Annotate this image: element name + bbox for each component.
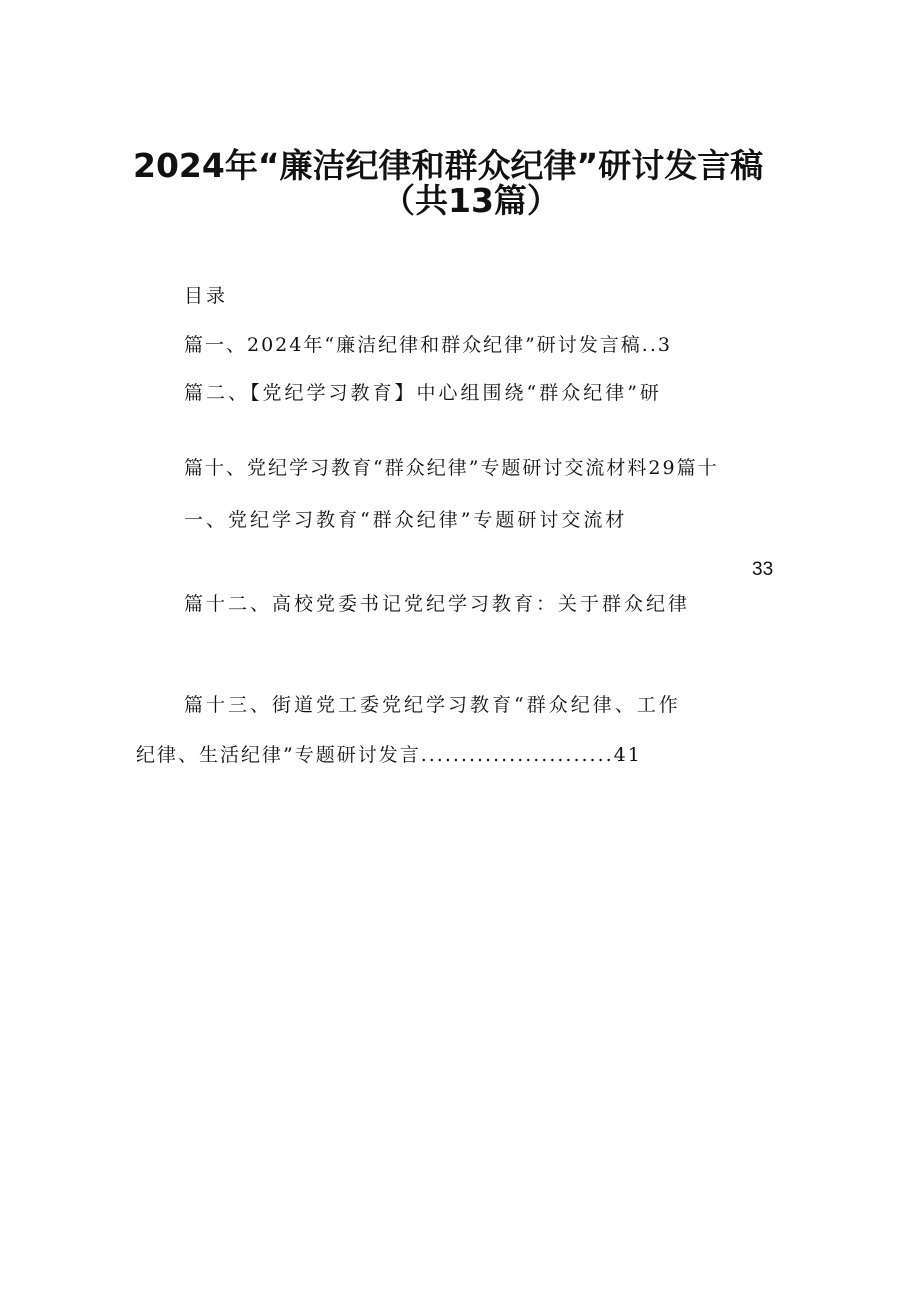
document-subtitle: （共13篇） [382,181,560,220]
toc-heading: 目录 [184,285,229,307]
toc-entry-10[interactable]: 篇十、党纪学习教育“群众纪律”专题研讨交流材料29篇十 [184,457,719,479]
toc-entry-13-continued[interactable]: 纪律、生活纪律”专题研讨发言........................41 [136,744,642,766]
toc-page-number: 33 [752,559,774,580]
document-title: 2024年“廉洁纪律和群众纪律”研讨发言稿 [133,146,764,185]
toc-entry-11[interactable]: 一、党纪学习教育“群众纪律”专题研讨交流材 [184,509,628,531]
toc-entry-2[interactable]: 篇二、【党纪学习教育】中心组围绕“群众纪律”研 [184,382,662,404]
toc-entry-13[interactable]: 篇十三、街道党工委党纪学习教育“群众纪律、工作 [184,694,681,716]
toc-entry-1[interactable]: 篇一、2024年“廉洁纪律和群众纪律”研讨发言稿..3 [184,334,672,356]
toc-entry-12[interactable]: 篇十二、高校党委书记党纪学习教育：关于群众纪律 [184,593,691,615]
